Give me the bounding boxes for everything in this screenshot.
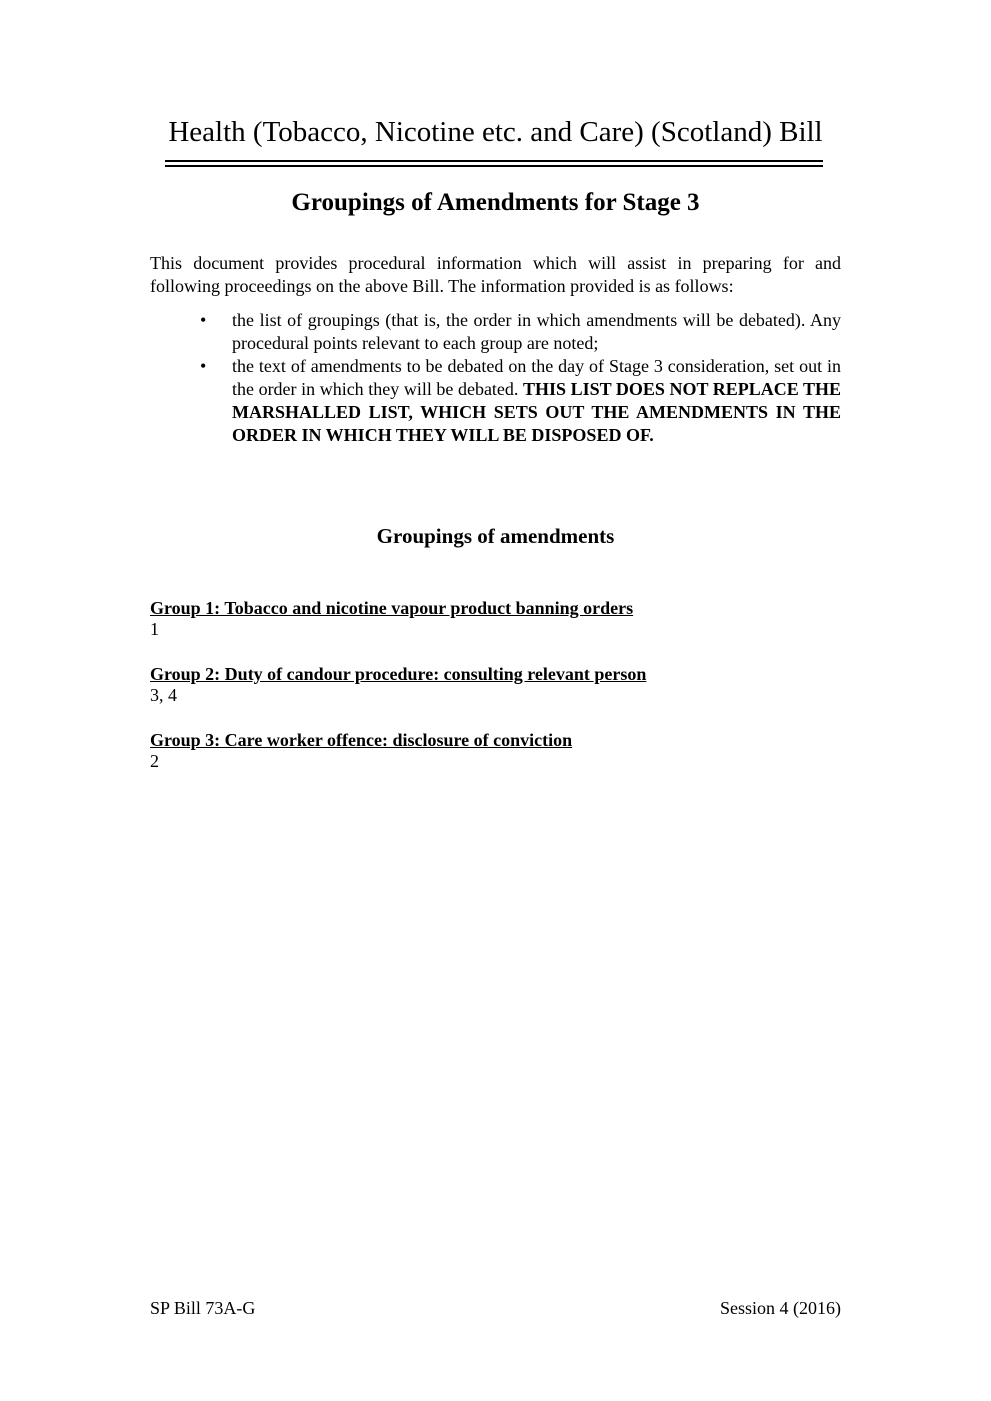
group-amendments: 2 <box>150 751 159 771</box>
document-title: Health (Tobacco, Nicotine etc. and Care) (Scotland) Bill <box>168 116 823 148</box>
group-heading: Group 1: Tobacco and nicotine vapour product banning orders <box>150 598 634 618</box>
group-amendments: 1 <box>150 619 159 639</box>
intro-paragraph: This document provides procedural information which will assist in preparing for and following proceedings on the above Bill. The information provided is as follows: <box>150 253 841 296</box>
group-2 <box>150 664 646 706</box>
document-subtitle: Groupings of Amendments for Stage 3 <box>291 189 700 216</box>
bullet-text: the text of amendments to be debated on the day of Stage 3 consideration, set out in the order in which they will be debated. <box>232 356 841 399</box>
bullet-bold-notice: THIS LIST DOES NOT REPLACE THE MARSHALLED LIST, WHICH SETS OUT THE AMENDMENTS IN THE ORDER IN WHICH THEY WILL BE DISPOSED OF. <box>232 379 841 445</box>
group-1 <box>150 598 633 640</box>
bullet-item <box>150 355 841 447</box>
group-amendments: 3, 4 <box>150 685 177 705</box>
footer-session: Session 4 (2016) <box>720 1298 841 1318</box>
title-double-rule <box>165 160 823 167</box>
bullet-icon: • <box>200 356 207 376</box>
bullet-item <box>150 309 841 355</box>
bullet-text: the list of groupings (that is, the order in which amendments will be debated). Any procedural points relevant to each group are noted; <box>232 310 841 353</box>
section-heading: Groupings of amendments <box>376 524 615 548</box>
footer-bill-number: SP Bill 73A-G <box>150 1298 256 1318</box>
bullet-icon: • <box>200 310 207 330</box>
group-3 <box>150 730 572 772</box>
group-heading: Group 3: Care worker offence: disclosure of conviction <box>150 730 573 750</box>
info-bullet-list <box>150 309 841 447</box>
group-heading: Group 2: Duty of candour procedure: consulting relevant person <box>150 664 647 684</box>
